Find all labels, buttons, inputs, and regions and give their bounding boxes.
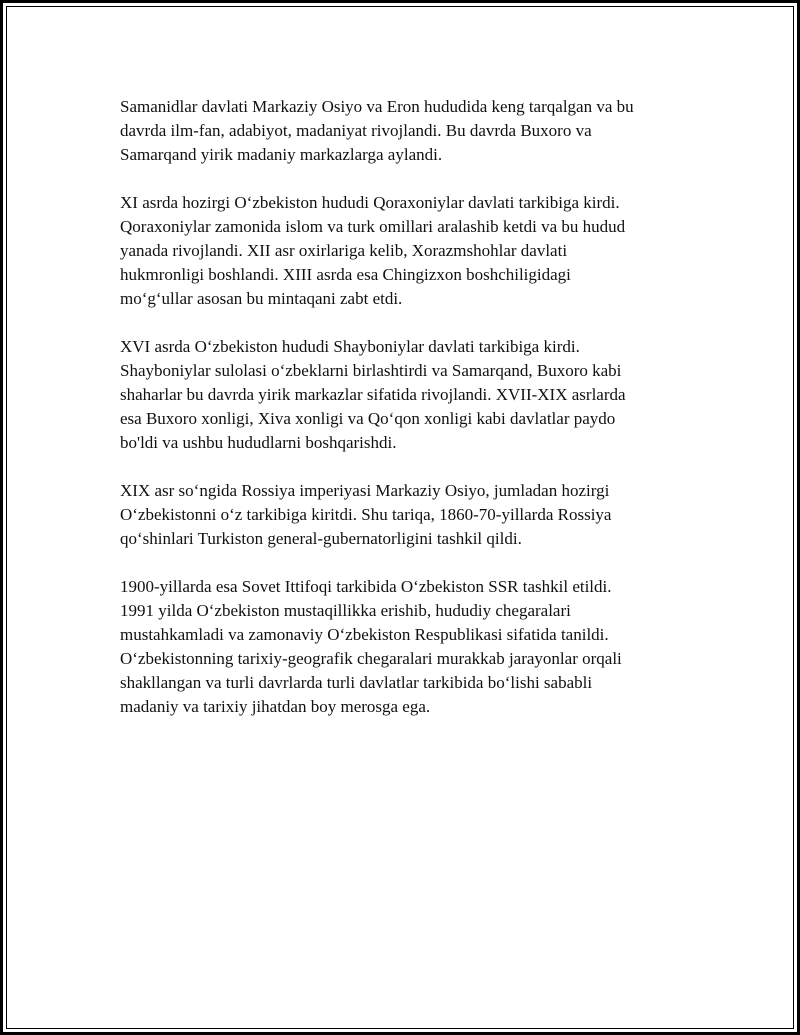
text-line: davrda ilm-fan, adabiyot, madaniyat rivojlandi. Bu davrda Buxoro va [120, 121, 592, 140]
text-line: O‘zbekistonning tarixiy-geografik chegaralari murakkab jarayonlar orqali [120, 649, 622, 668]
text-line: Samanidlar davlati Markaziy Osiyo va Eron hududida keng tarqalgan va bu [120, 97, 634, 116]
text-line: XVI asrda O‘zbekiston hududi Shayboniylar davlati tarkibiga kirdi. [120, 337, 580, 356]
text-line: shaharlar bu davrda yirik markazlar sifatida rivojlandi. XVII-XIX asrlarda [120, 385, 626, 404]
text-line: shakllangan va turli davrlarda turli davlatlar tarkibida bo‘lishi sababli [120, 673, 593, 692]
paragraph-samanids [120, 95, 700, 167]
text-line: bo'ldi va ushbu hududlarni boshqarishdi. [120, 433, 397, 452]
text-line: 1900-yillarda esa Sovet Ittifoqi tarkibida O‘zbekiston SSR tashkil etildi. [120, 577, 612, 596]
paragraph-soviet-independence [120, 575, 700, 719]
text-line: 1991 yilda O‘zbekiston mustaqillikka erishib, hududiy chegaralari [120, 601, 571, 620]
text-line: mo‘g‘ullar asosan bu mintaqani zabt etdi. [120, 289, 403, 308]
text-line: Qoraxoniylar zamonida islom va turk omillari aralashib ketdi va bu hudud [120, 217, 626, 236]
text-line: qo‘shinlari Turkiston general-gubernatorligini tashkil qildi. [120, 529, 522, 548]
text-line: XIX asr so‘ngida Rossiya imperiyasi Markaziy Osiyo, jumladan hozirgi [120, 481, 610, 500]
paragraph-karakhanids [120, 191, 700, 311]
text-line: Shayboniylar sulolasi o‘zbeklarni birlashtirdi va Samarqand, Buxoro kabi [120, 361, 622, 380]
text-line: hukmronligi boshlandi. XIII asrda esa Chingizxon boshchiligidagi [120, 265, 571, 284]
text-line: O‘zbekistonni o‘z tarkibiga kiritdi. Shu tariqa, 1860-70-yillarda Rossiya [120, 505, 612, 524]
paragraph-russian-empire [120, 479, 700, 551]
text-line: yanada rivojlandi. XII asr oxirlariga kelib, Xorazmshohlar davlati [120, 241, 568, 260]
text-line: XI asrda hozirgi O‘zbekiston hududi Qoraxoniylar davlati tarkibiga kirdi. [120, 193, 620, 212]
document-body [120, 95, 700, 743]
text-line: madaniy va tarixiy jihatdan boy merosga ega. [120, 697, 431, 716]
paragraph-shaybanids [120, 335, 700, 455]
text-line: mustahkamladi va zamonaviy O‘zbekiston Respublikasi sifatida tanildi. [120, 625, 609, 644]
text-line: Samarqand yirik madaniy markazlarga aylandi. [120, 145, 443, 164]
text-line: esa Buxoro xonligi, Xiva xonligi va Qo‘qon xonligi kabi davlatlar paydo [120, 409, 616, 428]
